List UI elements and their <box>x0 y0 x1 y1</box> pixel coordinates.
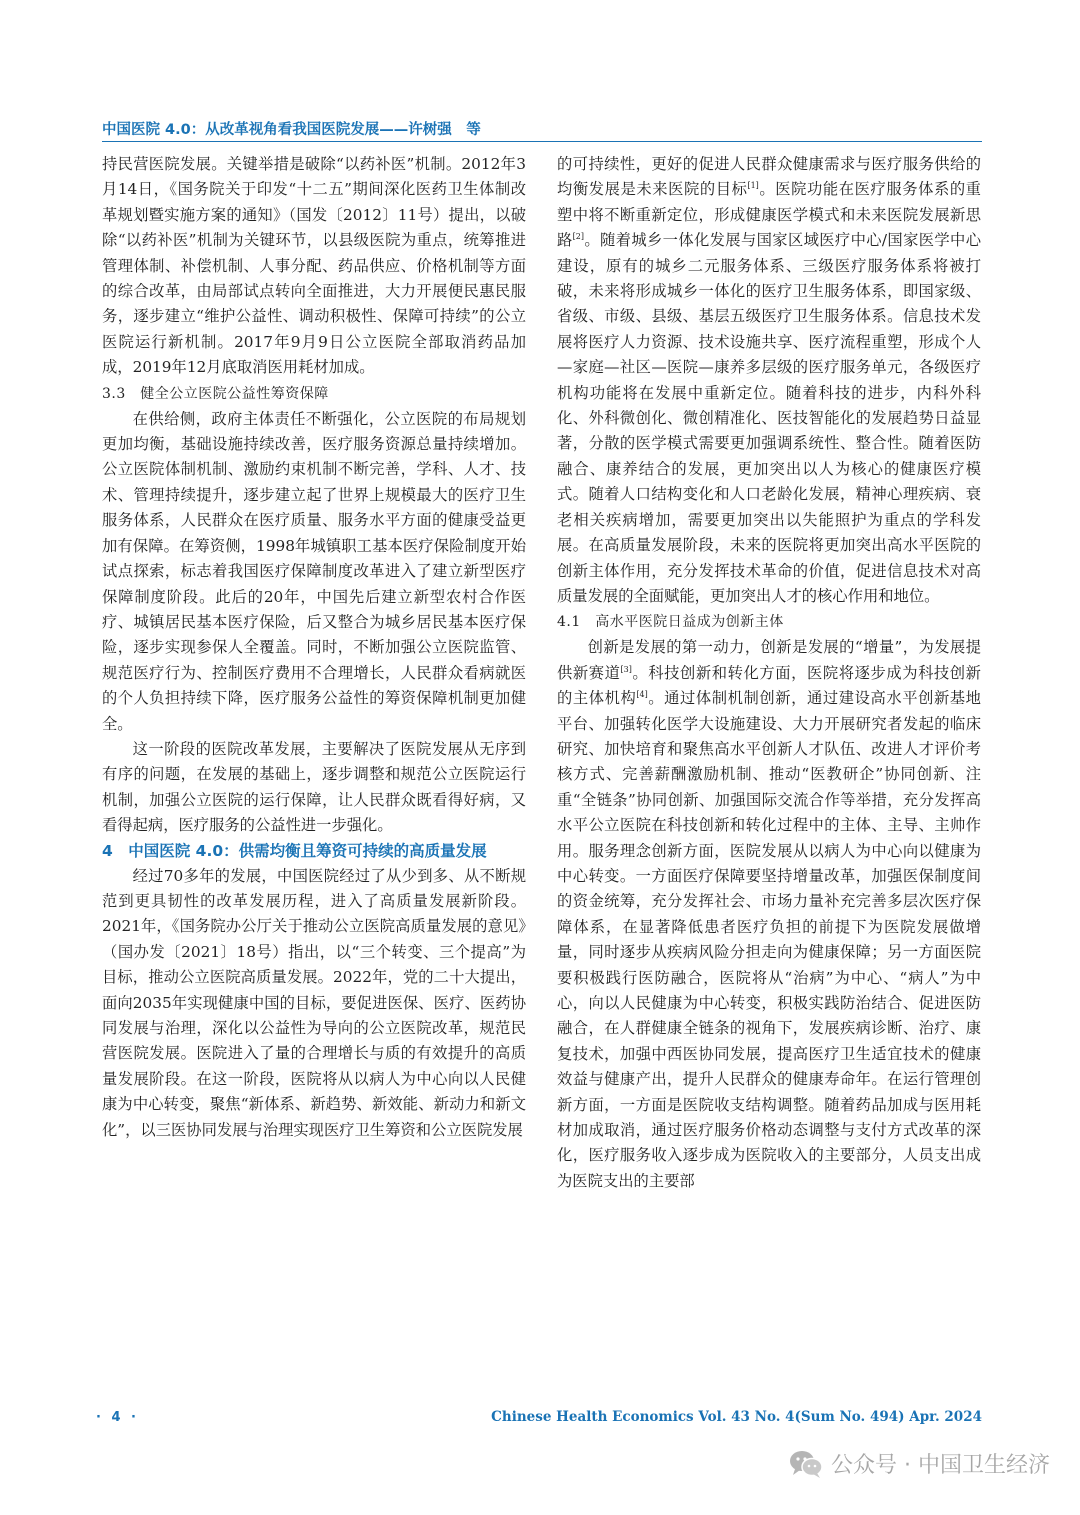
running-title: 中国医院 4.0：从改革视角看我国医院发展——许树强 等 <box>102 122 481 138</box>
paragraph: 在供给侧，政府主体责任不断强化，公立医院的布局规划更加均衡，基础设施持续改善，医疗服务资源总量持续增加。公立医院体制机制、激励约束机制不断完善，学科、人才、技术、管理持续提升，逐步建立起了世界上规模最大的医疗卫生服务体系，人民群众在医疗质量、服务水平方面的健康受益更加有保障。在筹资侧，1998年城镇职工基本医疗保险制度开始试点探索，标志着我国医疗保障制度改革进入了建立新型医疗保障制度阶段。此后的20年，中国先后建立新型农村合作医疗、城镇居民基本医疗保险，后又整合为城乡居民基本医疗保险，逐步实现参保人全覆盖。同时，不断加强公立医院监管、规范医疗行为、控制医疗费用不合理增长，人民群众看病就医的个人负担持续下降，医疗服务公益性的筹资保障机制更加健全。 <box>102 409 526 733</box>
text-run: 。通过体制机制创新，通过建设高水平创新基地平台、加强转化医学大设施建设、大力开展研究者发起的临床研究、加快培育和聚焦高水平创新人才队伍、改进人才评价考核方式、完善薪酬激励机制、推动“医教研企”协同创新、注重“全链条”协同创新、加强国际交流合作等举措，充分发挥高水平公立医院在科技创新和转化过程中的主体、主导、主帅作用。服务理念创新方面，医院发展从以病人为中心向以健康为中心转变。一方面医疗保障要坚持增量改革，加强医保制度间的资金统筹，充分发挥社会、市场力量补充完善多层次医疗保障体系，在显著降低患者医疗负担的前提下为医院发展做增量，同时逐步从疾病风险分担走向为健康保障；另一方面医院要积极践行医防融合，医院将从“治病”为中心、“病人”为中心，向以人民健康为中心转变，积极实践防治结合、促进医防融合，在人群健康全链条的视角下，发展疾病诊断、治疗、康复技术，加强中西医协同发展，提高医疗卫生适宜技术的健康效益与健康产出，提升人民群众的健康寿命年。在运行管理创新方面，一方面是医院收支结构调整。随着药品加成与医用耗材加成取消，通过医疗服务价格动态调整与支付方式改革的深化，医疗服务收入逐步成为医院收入的主要部分，人员支出成为医院支出的主要部 <box>557 689 981 1190</box>
text-run: 。随着城乡一体化发展与国家区域医疗中心/国家医学中心建设，原有的城乡二元服务体系、三级医疗服务体系将被打破，未来将形成城乡一体化的医疗卫生服务体系，即国家级、省级、市级、县级、基层五级医疗卫生服务体系。信息技术发展将医疗人力资源、技术设施共享、医疗流程重塑，形成个人—家庭—社区—医院—康养多层级的医疗服务单元，各级医疗机构功能将在发展中重新定位。随着科技的进步，内科外科化、外科微创化、微创精准化、医技智能化的发展趋势日益显著，分散的医学模式需要更加强调系统性、整合性。随着医防融合、康养结合的发展，更加突出以人为核心的健康医疗模式。随着人口结构变化和人口老龄化发展，精神心理疾病、衰老相关疾病增加，需要更加突出以失能照护为重点的学科发展。在高质量发展阶段，未来的医院将更加突出高水平医院的创新主体作用，充分发挥技术革命的价值，促进信息技术对高质量发展的全面赋能，更加突出人才的核心作用和地位。 <box>557 231 981 605</box>
text-run: 。医院功能在医疗服务体系的重塑中将不断重新定位，形成健康医学模式和未来医院发展新思路 <box>557 180 981 250</box>
text-run: 。科技创新和转化方面，医院将逐步成为科技创新的主体机构 <box>557 663 981 708</box>
paragraph: 经过70多年的发展，中国医院经过了从少到多、从不断规范到更具韧性的改革发展历程，进入了高质量发展新阶段。2021年，《国务院办公厅关于推动公立医院高质量发展的意见》（国办发〔2021〕18号）指出，以“三个转变、三个提高”为目标，推动公立医院高质量发展。2022年，党的二十大提出，面向2035年实现健康中国的目标，要促进医保、医疗、医药协同发展与治理，深化以公益性为导向的公立医院改革，规范民营医院发展。医院进入了量的合理增长与质的有效提升的高质量发展阶段。在这一阶段，医院将从以病人为中心向以人民健康为中心转变，聚焦“新体系、新趋势、新效能、新动力和新文化”，以三医协同发展与治理实现医疗卫生筹资和公立医院发展 <box>102 866 526 1139</box>
page-number: · 4 · <box>96 1410 139 1425</box>
paragraph <box>557 635 981 1194</box>
header-rule <box>102 141 982 142</box>
left-column <box>102 152 526 1143</box>
citation-ref-1: [1] <box>747 181 759 191</box>
citation-ref-3: [3] <box>620 664 632 674</box>
wechat-icon <box>789 1449 823 1479</box>
watermark-text: 公众号 · 中国卫生经济 <box>831 1453 1050 1478</box>
right-column <box>557 152 981 1194</box>
subsection-heading-3-3: 3.3 健全公立医院公益性筹资保障 <box>102 385 329 402</box>
citation-ref-2: [2] <box>572 232 585 242</box>
journal-citation: Chinese Health Economics Vol. 43 No. 4(Sum No. 494) Apr. 2024 <box>491 1409 982 1425</box>
text-run: 创新是发展的第一动力，创新是发展的“增量”，为发展提供新赛道 <box>557 638 981 682</box>
subsection-heading-4-1: 4.1 高水平医院日益成为创新主体 <box>557 614 784 631</box>
text-run: 的可持续性，更好的促进人民群众健康需求与医疗服务供给的均衡发展是未来医院的目标 <box>557 155 981 199</box>
citation-ref-4: [4] <box>636 690 648 700</box>
paragraph: 持民营医院发展。关键举措是破除“以药补医”机制。2012年3月14日，《国务院关于印发“十二五”期间深化医药卫生体制改革规划暨实施方案的通知》（国发〔2012〕11号）提出，以破除“以药补医”机制为关键环节，以县级医院为重点，统筹推进管理体制、补偿机制、人事分配、药品供应、价格机制等方面的综合改革，由局部试点转向全面推进，大力开展便民惠民服务，逐步建立“维护公益性、调动积极性、保障可持续”的公立医院运行新机制。2017年9月9日公立医院全部取消药品加成，2019年12月底取消医用耗材加成。 <box>102 155 526 377</box>
paragraph: 这一阶段的医院改革发展，主要解决了医院发展从无序到有序的问题，在发展的基础上，逐步调整和规范公立医院运行机制，加强公立医院的运行保障，让人民群众既看得好病，又看得起病，医疗服务的公益性进一步强化。 <box>102 739 526 835</box>
paragraph <box>557 152 981 609</box>
watermark <box>789 1448 1050 1479</box>
section-heading-4: 4 中国医院 4.0：供需均衡且筹资可持续的高质量发展 <box>102 841 487 860</box>
